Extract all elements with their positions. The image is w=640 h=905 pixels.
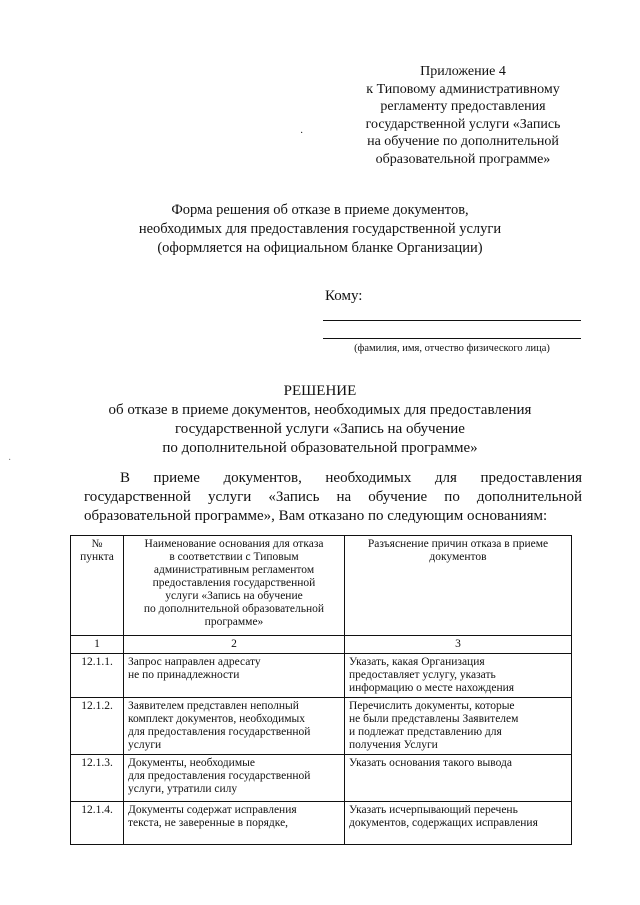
table-row	[71, 755, 572, 802]
row-ground: Заявителем представлен неполный комплект документов, необходимых для предоставления государственной услуги	[124, 698, 345, 755]
scan-mark: ·	[8, 455, 12, 466]
scan-mark: ·	[300, 128, 304, 139]
header-explanation: Разъяснение причин отказа в приеме документов	[345, 536, 572, 636]
table-row	[71, 802, 572, 845]
recipient-line	[323, 320, 581, 321]
recipient-hint: (фамилия, имя, отчество физического лица)	[354, 343, 550, 354]
form-title-line: Форма решения об отказе в приеме документов,	[171, 202, 469, 218]
index-cell: 1	[71, 636, 124, 654]
appendix-line: образовательной программе»	[375, 151, 551, 167]
row-number: 12.1.4.	[71, 802, 124, 845]
decision-subtitle-line: по дополнительной образовательной программе»	[162, 440, 478, 456]
row-explanation: Указать, какая Организация предоставляет услугу, указать информацию о месте нахождения	[345, 654, 572, 698]
appendix-line: государственной услуги «Запись	[365, 116, 561, 132]
row-number: 12.1.2.	[71, 698, 124, 755]
table-header-row	[71, 536, 572, 636]
header-number: № пункта	[71, 536, 124, 636]
row-explanation: Указать исчерпывающий перечень документов, содержащих исправления	[345, 802, 572, 845]
row-ground: Документы, необходимые для предоставления государственной услуги, утратили силу	[124, 755, 345, 802]
row-ground: Документы содержат исправления текста, не заверенные в порядке,	[124, 802, 345, 845]
appendix-header	[330, 63, 596, 168]
appendix-line: на обучение по дополнительной	[367, 134, 559, 149]
table-row	[71, 698, 572, 755]
index-cell: 2	[124, 636, 345, 654]
decision-subtitle-line: государственной услуги «Запись на обучение	[175, 421, 465, 437]
table-row	[71, 654, 572, 698]
index-cell: 3	[345, 636, 572, 654]
refusal-grounds-table	[70, 535, 572, 845]
row-explanation: Указать основания такого вывода	[345, 755, 572, 802]
header-ground: Наименование основания для отказа в соответствии с Типовым административным регламентом предоставления государственной услуги «Запись на обучение по дополнительной образовательной программе»	[124, 536, 345, 636]
decision-heading: РЕШЕНИЕ	[283, 383, 357, 399]
row-explanation: Перечислить документы, которые не были представлены Заявителем и подлежат представлению для получения Услуги	[345, 698, 572, 755]
form-title-line: необходимых для предоставления государственной услуги	[138, 221, 502, 237]
row-number: 12.1.1.	[71, 654, 124, 698]
row-number: 12.1.3.	[71, 755, 124, 802]
form-title	[60, 201, 580, 258]
recipient-label: Кому:	[325, 288, 363, 304]
row-ground: Запрос направлен адресату не по принадлежности	[124, 654, 345, 698]
appendix-line: к Типовому административному	[366, 81, 560, 97]
recipient-line	[323, 338, 581, 339]
appendix-line: Приложение 4	[420, 64, 506, 79]
appendix-line: регламенту предоставления	[380, 99, 546, 114]
intro-paragraph: В приеме документов, необходимых для предоставления государственной услуги «Запись на обучение по дополнительной образовательной программе», Вам отказано по следующим основаниям:	[84, 470, 582, 524]
decision-title	[60, 382, 580, 458]
table-index-row	[71, 636, 572, 654]
form-title-line: (оформляется на официальном бланке Организации)	[157, 240, 483, 256]
decision-subtitle-line: об отказе в приеме документов, необходимых для предоставления	[108, 402, 532, 418]
